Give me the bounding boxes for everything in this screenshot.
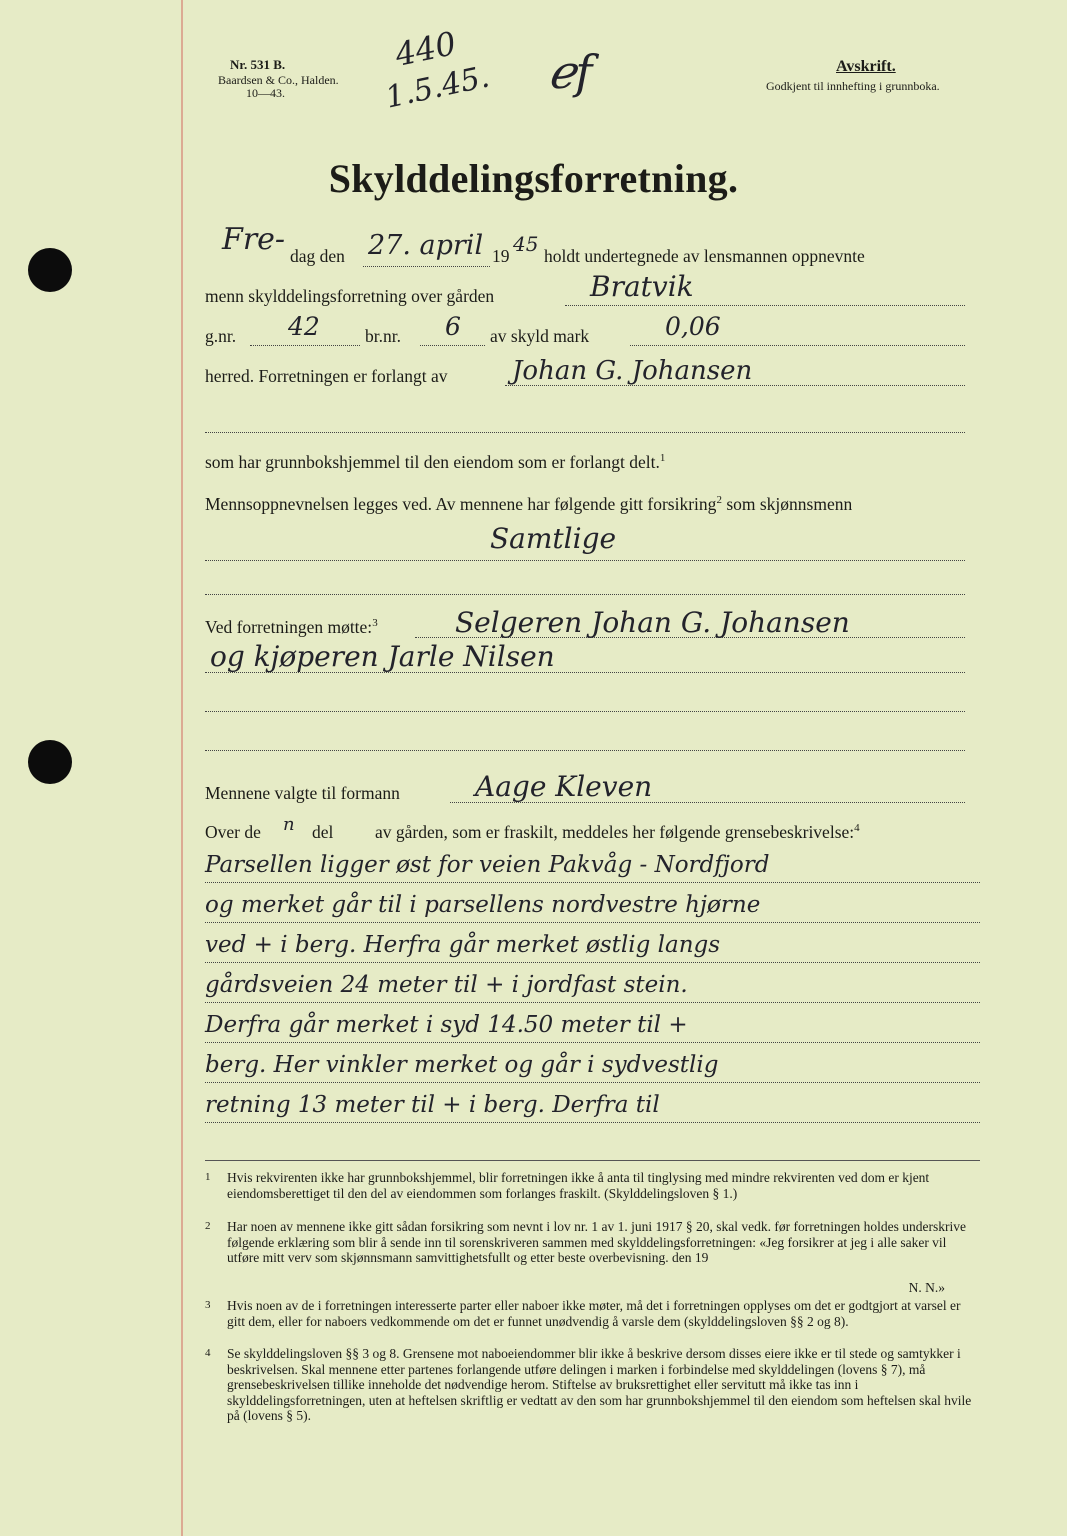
- handwritten-mark: ℯf: [548, 45, 593, 99]
- mote-line-2: og kjøperen Jarle Nilsen: [210, 640, 555, 673]
- grense-line-6: berg. Her vinkler merket og går i sydvestlig: [205, 1052, 719, 1078]
- punch-hole-top: [28, 248, 72, 292]
- footnote-rule: [205, 1160, 980, 1161]
- year-prefix: 19: [492, 246, 510, 266]
- over-label: Over de: [205, 822, 261, 842]
- footnote-3: 3 Hvis noen av de i forretningen interesserte parter eller naboer ikke møter, må det i forretningen opplyses om det er godtgjort at varsel er gitt dem, eller for naboers vedkommende om det er funnet unødvendig å varsle dem (skylddelingsloven §§ 2 og 8).: [205, 1298, 961, 1329]
- menn-text: Mennsoppnevnelsen legges ved. Av mennene har følgende gitt forsikring$^2$ som skjønnsmenn: [205, 494, 853, 514]
- held-text: holdt undertegnede av lensmannen oppnevnte: [544, 246, 865, 266]
- publisher-line-1: Baardsen & Co., Halden.: [218, 73, 339, 87]
- del-label: del: [312, 822, 334, 842]
- form-number: Nr. 531 B.: [230, 57, 286, 72]
- page-title: Skylddelingsforretning.: [328, 156, 739, 201]
- grense-line-1: Parsellen ligger øst for veien Pakvåg - Nordfjord: [205, 852, 770, 878]
- grense-line-2: og merket går til i parsellens nordvestre hjørne: [205, 892, 761, 918]
- over-insert: n: [283, 814, 295, 835]
- farm-name: Bratvik: [590, 270, 694, 303]
- date-value: 27. april: [368, 230, 484, 261]
- gnr-value: 42: [288, 312, 320, 341]
- margin-line: [181, 0, 183, 1536]
- bnr-label: br.nr.: [365, 326, 401, 346]
- grunnbok-text: som har grunnbokshjemmel til den eiendom som er forlangt delt.$^1$: [205, 452, 666, 472]
- requested-by: Johan G. Johansen: [512, 356, 753, 386]
- weekday-value: Fre-: [222, 222, 286, 257]
- mote-line-1: Selgeren Johan G. Johansen: [455, 606, 850, 639]
- gnr-label: g.nr.: [205, 326, 237, 346]
- skyld-value: 0,06: [665, 312, 721, 341]
- publisher-line-2: 10—43.: [246, 86, 285, 100]
- copy-note: Godkjent til innhefting i grunnboka.: [766, 79, 940, 93]
- year-suffix: 45: [513, 232, 539, 256]
- grense-intro: av gården, som er fraskilt, meddeles her følgende grensebeskrivelse:$^4$: [375, 822, 860, 842]
- grense-line-3: ved + i berg. Herfra går merket østlig langs: [205, 932, 721, 958]
- handwritten-number: 440: [391, 24, 460, 74]
- footnote-1: 1 Hvis rekvirenten ikke har grunnbokshjemmel, blir forretningen ikke å anta til tinglysing med mindre rekvirenten ved dom er kjent eiendomsberettiget til den del av eiendommen som forlanges fraskilt. (Skylddelingsloven § 1.): [205, 1170, 930, 1201]
- mote-label: Ved forretningen møtte:$^3$: [205, 617, 378, 637]
- forsikring-value: Samtlige: [490, 522, 617, 555]
- handwritten-date: 1.5.45.: [382, 59, 493, 116]
- punch-hole-middle: [28, 740, 72, 784]
- bnr-value: 6: [445, 312, 461, 341]
- footnote-4: 4 Se skylddelingsloven §§ 3 og 8. Grensene mot naboeiendommer blir ikke å beskrive dersom disses eiere ikke er til stede og samtykker i beskrivelsen. Skal mennene etter partenes forlangende utføre delingen i marken i forbindelse med skylddelingen (lovens § 7), må grensebeskrivelsen tillike inneholde det nødvendige herom. Stiftelse av bruksrettighet eller servitutt må ikke tas inn i skylddelingsforretningen, uten at heftelsen skriftlig er vedtatt av den som har grunnbokshjemmel til den eiendom som heftelsen skal hvile på (lovens § 5).: [205, 1346, 972, 1423]
- dag-den-label: dag den: [290, 246, 345, 266]
- formann-value: Aage Kleven: [475, 770, 653, 803]
- grense-line-5: Derfra går merket i syd 14.50 meter til +: [205, 1012, 688, 1038]
- grense-line-4: gårdsveien 24 meter til + i jordfast stein.: [205, 972, 688, 998]
- grense-line-7: retning 13 meter til + i berg. Derfra til: [205, 1092, 660, 1118]
- formann-label: Mennene valgte til formann: [205, 783, 400, 803]
- skyld-label: av skyld mark: [490, 326, 590, 346]
- farm-label: menn skylddelingsforretning over gården: [205, 286, 495, 306]
- copy-label: Avskrift.: [836, 58, 896, 75]
- footnote-2: 2 Har noen av mennene ikke gitt sådan forsikring som nevnt i lov nr. 1 av 1. juni 1917 § 20, skal vedk. før forretningen holdes underskrive følgende erklæring som blir å sende inn til sorenskriveren sammen med skylddelingsforretningen: «Jeg forsikrer at jeg i alle saker vil utføre mitt verv som skjønnsmann samvittighetsfullt og etter beste overbevisning. den 19: [205, 1219, 966, 1265]
- footnote-2-signature: N. N.»: [908, 1280, 945, 1295]
- herred-label: herred. Forretningen er forlangt av: [205, 366, 448, 386]
